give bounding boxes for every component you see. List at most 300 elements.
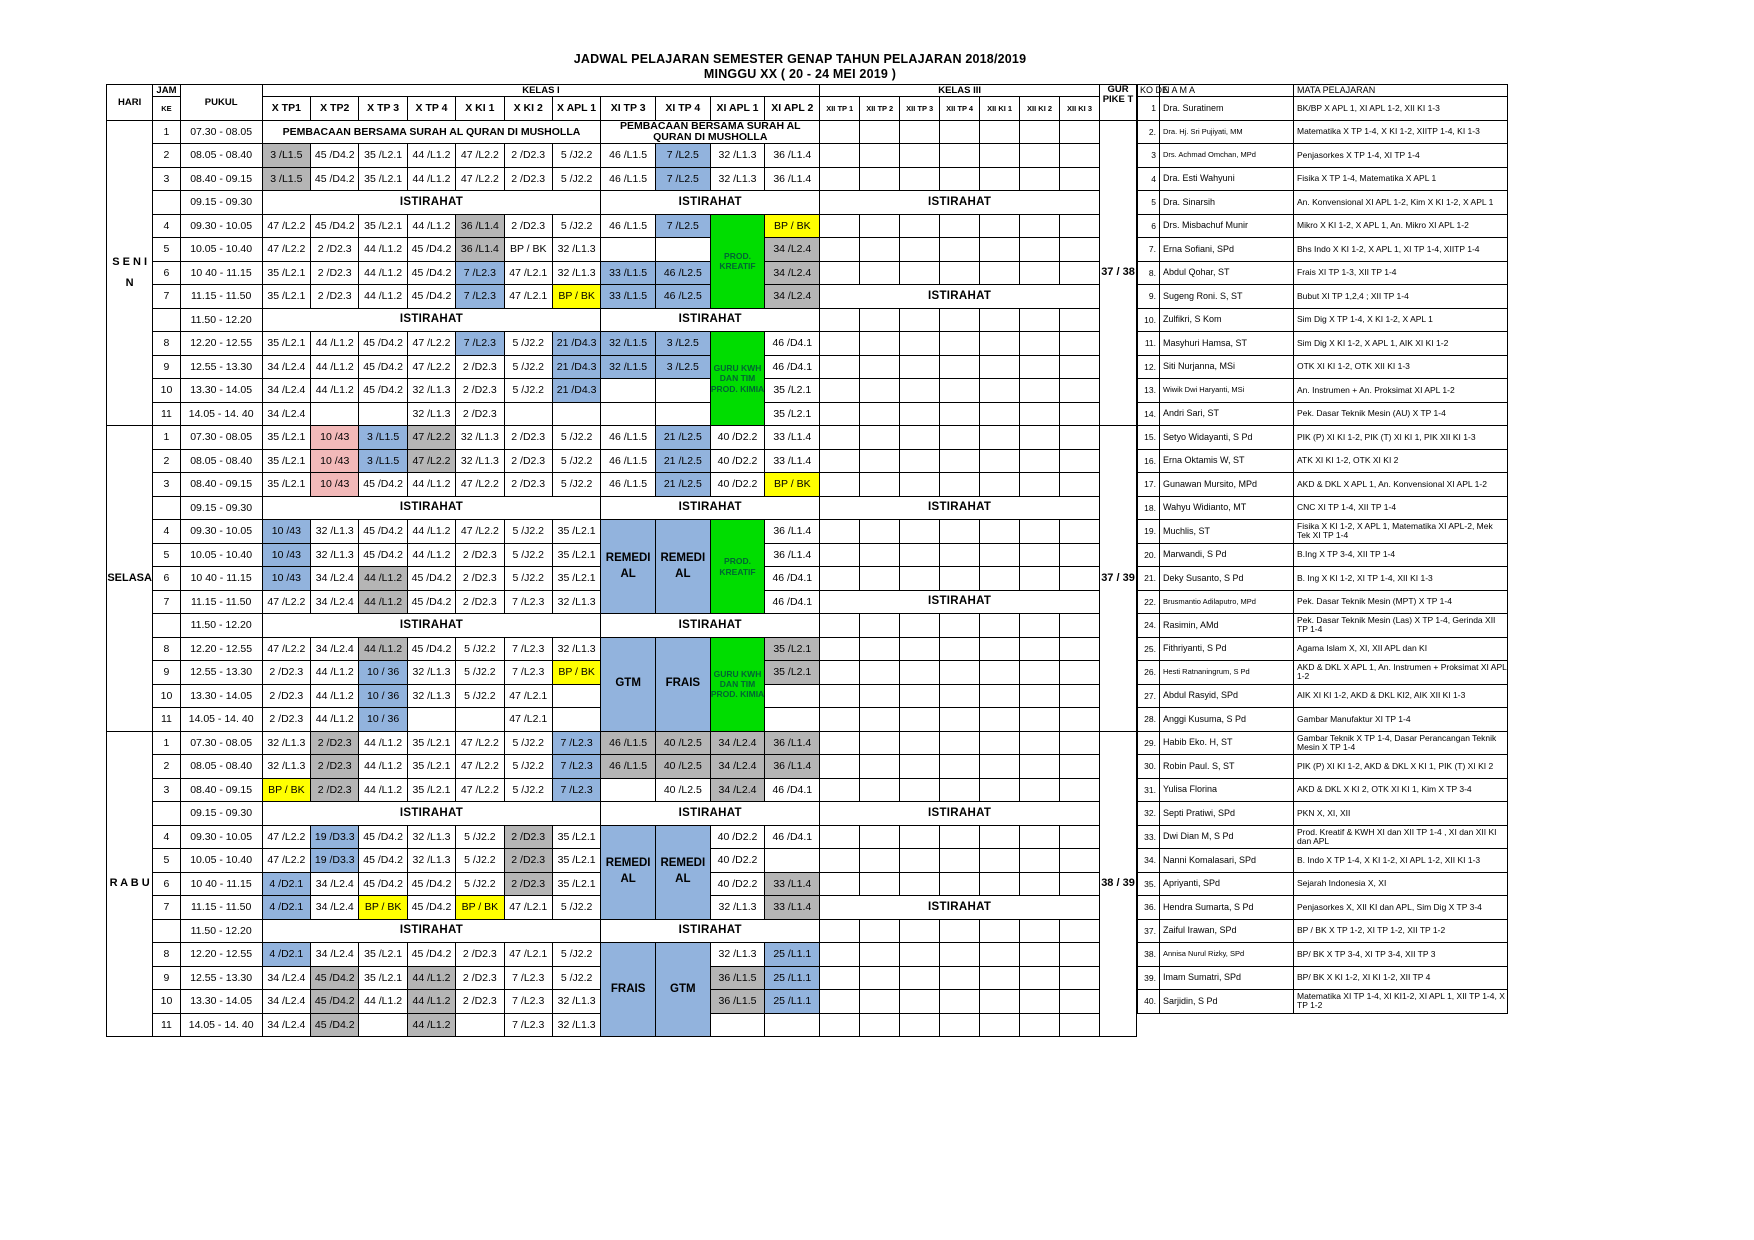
teacher-name: Abdul Qohar, ST	[1160, 261, 1294, 285]
slot: 2 /D2.3	[311, 238, 359, 262]
slot: 46 /L1.5	[601, 167, 656, 191]
slot: 46 /D4.1	[765, 778, 820, 802]
slot: 5 /J2.2	[456, 849, 504, 873]
slot: 45 /D4.2	[311, 144, 359, 168]
teacher-name: Wiwik Dwi Haryanti, MSi	[1160, 379, 1294, 403]
slot: 45 /D4.2	[311, 167, 359, 191]
slot: 46 /L1.5	[601, 426, 656, 450]
slot: 21 /D4.3	[552, 379, 600, 403]
slot: 47 /L2.2	[407, 332, 455, 356]
slot: 44 /L1.2	[359, 990, 407, 1014]
istirahat-cell: ISTIRAHAT	[601, 919, 820, 943]
col-class: XI TP 3	[601, 97, 656, 121]
slot: 36 /L1.4	[765, 731, 820, 755]
teacher-row	[1138, 684, 1508, 708]
istirahat-cell: ISTIRAHAT	[820, 802, 1100, 826]
slot: 3 /L2.5	[655, 355, 710, 379]
col-guru-piket: GUR PIKE T	[1100, 85, 1137, 121]
time-cell: 11.15 - 11.50	[180, 285, 262, 309]
teacher-subject: Fisika X KI 1-2, X APL 1, Matematika XI APL-2, Mek Tek XI TP 1-4	[1294, 520, 1508, 544]
slot: 2 /D2.3	[311, 731, 359, 755]
slot: 47 /L2.2	[262, 825, 310, 849]
slot: 32 /L1.3	[552, 637, 600, 661]
slot: 36 /L1.4	[765, 144, 820, 168]
slot: 5 /J2.2	[552, 473, 600, 497]
slot: 5 /J2.2	[456, 661, 504, 685]
slot: 2 /D2.3	[504, 167, 552, 191]
slot: 32 /L1.3	[262, 731, 310, 755]
slot: 4 /D2.1	[262, 872, 310, 896]
col-class: XII KI 2	[1020, 97, 1060, 121]
time-cell: 14.05 - 14. 40	[180, 1013, 262, 1037]
slot: 2 /D2.3	[456, 966, 504, 990]
teacher-subject: Mikro X KI 1-2, X APL 1, An. Mikro XI APL 1-2	[1294, 214, 1508, 238]
teacher-code: 31.	[1138, 778, 1160, 802]
slot: 45 /D4.2	[359, 543, 407, 567]
teacher-code: 17.	[1138, 473, 1160, 497]
col-pukul: PUKUL	[180, 85, 262, 121]
slot: 33 /L1.5	[601, 285, 656, 309]
slot: 2 /D2.3	[262, 708, 310, 732]
teacher-subject: Pek. Dasar Teknik Mesin (MPT) X TP 1-4	[1294, 590, 1508, 614]
slot: BP / BK	[765, 473, 820, 497]
slot: 5 /J2.2	[504, 731, 552, 755]
teacher-name: Hesti Ratnaningrum, S Pd	[1160, 661, 1294, 685]
teacher-subject: Sejarah Indonesia X, XI	[1294, 872, 1508, 896]
slot: 47 /L2.1	[504, 943, 552, 967]
teacher-name: Muchlis, ST	[1160, 520, 1294, 544]
slot: 34 /L2.4	[311, 896, 359, 920]
teacher-name: Nanni Komalasari, SPd	[1160, 849, 1294, 873]
slot: 47 /L2.1	[504, 896, 552, 920]
slot: 7 /L2.3	[504, 637, 552, 661]
time-cell: 12.55 - 13.30	[180, 355, 262, 379]
slot: 47 /L2.2	[407, 449, 455, 473]
slot: 45 /D4.2	[407, 872, 455, 896]
teacher-row	[1138, 191, 1508, 215]
slot: 36 /L1.4	[456, 214, 504, 238]
slot: 4 /D2.1	[262, 943, 310, 967]
teacher-row	[1138, 731, 1508, 755]
slot: 2 /D2.3	[504, 214, 552, 238]
slot: 35 /L2.1	[765, 661, 820, 685]
slot: 7 /L2.3	[552, 731, 600, 755]
slot: 5 /J2.2	[552, 426, 600, 450]
teacher-name: Deky Susanto, S Pd	[1160, 567, 1294, 591]
teacher-code: 19.	[1138, 520, 1160, 544]
slot: 21 /L2.5	[655, 426, 710, 450]
time-cell: 09.30 - 10.05	[180, 214, 262, 238]
teacher-code: 1	[1138, 97, 1160, 121]
slot: 44 /L1.2	[359, 285, 407, 309]
teacher-code: 20.	[1138, 543, 1160, 567]
teacher-name: Yulisa Florina	[1160, 778, 1294, 802]
slot: 2 /D2.3	[262, 684, 310, 708]
slot: 36 /L1.4	[765, 543, 820, 567]
slot: 32 /L1.3	[407, 849, 455, 873]
teacher-row	[1138, 214, 1508, 238]
slot: 34 /L2.4	[311, 637, 359, 661]
slot: 10 / 36	[359, 708, 407, 732]
slot: 34 /L2.4	[262, 966, 310, 990]
slot: 32 /L1.3	[552, 990, 600, 1014]
time-cell: 09.15 - 09.30	[180, 191, 262, 215]
slot: BP / BK	[359, 896, 407, 920]
slot: 46 /D4.1	[765, 355, 820, 379]
teacher-code: 12.	[1138, 355, 1160, 379]
slot: 7 /L2.3	[504, 966, 552, 990]
slot: 32 /L1.3	[262, 755, 310, 779]
teacher-subject: AKD & DKL X APL 1, An. Instrumen + Proksimat XI APL 1-2	[1294, 661, 1508, 685]
slot: 44 /L1.2	[359, 567, 407, 591]
istirahat-cell: ISTIRAHAT	[601, 802, 820, 826]
slot: 2 /D2.3	[311, 778, 359, 802]
teacher-code: 22.	[1138, 590, 1160, 614]
time-cell: 09.15 - 09.30	[180, 496, 262, 520]
slot: 45 /D4.2	[359, 872, 407, 896]
istirahat-cell: ISTIRAHAT	[820, 285, 1100, 309]
slot: 45 /D4.2	[359, 825, 407, 849]
slot: 2 /D2.3	[456, 567, 504, 591]
slot: BP / BK	[262, 778, 310, 802]
teacher-row	[1138, 520, 1508, 544]
remedial-block: REMEDI AL	[655, 825, 710, 919]
teacher-row	[1138, 97, 1508, 121]
slot: 34 /L2.4	[311, 567, 359, 591]
teacher-row	[1138, 402, 1508, 426]
teacher-row	[1138, 120, 1508, 144]
slot: 10 / 36	[359, 661, 407, 685]
slot: 44 /L1.2	[359, 261, 407, 285]
slot: 2 /D2.3	[504, 473, 552, 497]
teacher-code: 14.	[1138, 402, 1160, 426]
slot: 32 /L1.3	[552, 238, 600, 262]
slot: 35 /L2.1	[552, 543, 600, 567]
teacher-subject: OTK XI KI 1-2, OTK XII KI 1-3	[1294, 355, 1508, 379]
teacher-name: Sarjidin, S Pd	[1160, 990, 1294, 1014]
slot: 45 /D4.2	[359, 849, 407, 873]
teacher-name: Marwandi, S Pd	[1160, 543, 1294, 567]
teacher-subject: Penjasorkes X TP 1-4, XI TP 1-4	[1294, 144, 1508, 168]
slot: 32 /L1.3	[710, 144, 765, 168]
teacher-subject: Sim Dig X KI 1-2, X APL 1, AIK XI KI 1-2	[1294, 332, 1508, 356]
teacher-subject: Bhs Indo X KI 1-2, X APL 1, XI TP 1-4, XIITP 1-4	[1294, 238, 1508, 262]
teacher-name: Brusmantio Adilaputro, MPd	[1160, 590, 1294, 614]
col-class: XI APL 1	[710, 97, 765, 121]
slot: 32 /L1.3	[710, 167, 765, 191]
slot: 35 /L2.1	[359, 943, 407, 967]
slot: 2 /D2.3	[504, 849, 552, 873]
slot: 47 /L2.2	[456, 167, 504, 191]
slot: 21 /L2.5	[655, 473, 710, 497]
slot: 47 /L2.2	[262, 590, 310, 614]
teacher-subject: Agama Islam X, XI, XII APL dan KI	[1294, 637, 1508, 661]
teacher-subject: Prod. Kreatif & KWH XI dan XII TP 1-4 , XI dan XII KI dan APL	[1294, 825, 1508, 849]
teacher-name: Drs. Misbachuf Munir	[1160, 214, 1294, 238]
istirahat-cell: ISTIRAHAT	[262, 496, 601, 520]
slot: 34 /L2.4	[710, 731, 765, 755]
teacher-code: 11.	[1138, 332, 1160, 356]
slot: 45 /D4.2	[407, 261, 455, 285]
slot: 45 /D4.2	[359, 473, 407, 497]
slot: 5 /J2.2	[552, 943, 600, 967]
col-class: X APL 1	[552, 97, 600, 121]
slot: 46 /L2.5	[655, 261, 710, 285]
slot: 5 /J2.2	[504, 778, 552, 802]
slot: 32 /L1.3	[407, 684, 455, 708]
teacher-name: Dra. Suratinem	[1160, 97, 1294, 121]
guru-piket: 37 / 39	[1100, 426, 1137, 732]
col-class: X TP1	[262, 97, 310, 121]
slot: 5 /J2.2	[504, 520, 552, 544]
teacher-code: 29.	[1138, 731, 1160, 755]
slot: 45 /D4.2	[311, 990, 359, 1014]
teacher-name: Hendra Sumarta, S Pd	[1160, 896, 1294, 920]
col-class: X KI 2	[504, 97, 552, 121]
slot: 34 /L2.4	[765, 238, 820, 262]
slot: 5 /J2.2	[456, 637, 504, 661]
teacher-subject: Pek. Dasar Teknik Mesin (Las) X TP 1-4, Gerinda XII TP 1-4	[1294, 614, 1508, 638]
teacher-code: 15.	[1138, 426, 1160, 450]
slot: 47 /L2.2	[407, 426, 455, 450]
time-cell: 12.55 - 13.30	[180, 966, 262, 990]
slot: 46 /L1.5	[601, 731, 656, 755]
slot: 35 /L2.1	[359, 144, 407, 168]
slot: 45 /D4.2	[311, 966, 359, 990]
time-cell: 10 40 - 11.15	[180, 261, 262, 285]
teacher-name: Annisa Nurul Rizky, SPd	[1160, 943, 1294, 967]
teacher-row	[1138, 590, 1508, 614]
slot: 47 /L2.2	[456, 731, 504, 755]
slot: 40 /D2.2	[710, 449, 765, 473]
frais-block: FRAIS	[655, 637, 710, 731]
slot: BP / BK	[765, 214, 820, 238]
slot: 46 /L1.5	[601, 214, 656, 238]
slot: 44 /L1.2	[311, 355, 359, 379]
slot: 40 /L2.5	[655, 731, 710, 755]
slot: 35 /L2.1	[262, 449, 310, 473]
slot: 25 /L1.1	[765, 990, 820, 1014]
slot: 7 /L2.5	[655, 214, 710, 238]
slot: 35 /L2.1	[552, 849, 600, 873]
col-class: XII TP 3	[900, 97, 940, 121]
teacher-code: 18.	[1138, 496, 1160, 520]
teacher-code: 26.	[1138, 661, 1160, 685]
teacher-code: 34.	[1138, 849, 1160, 873]
teacher-name: Abdul Rasyid, SPd	[1160, 684, 1294, 708]
slot: 46 /L2.5	[655, 285, 710, 309]
slot: 5 /J2.2	[504, 543, 552, 567]
slot: 47 /L2.1	[504, 684, 552, 708]
teacher-subject: Pek. Dasar Teknik Mesin (AU) X TP 1-4	[1294, 402, 1508, 426]
teacher-name: Septi Pratiwi, SPd	[1160, 802, 1294, 826]
teacher-code: 32.	[1138, 802, 1160, 826]
time-cell: 08.05 - 08.40	[180, 144, 262, 168]
teacher-row	[1138, 426, 1508, 450]
slot: 5 /J2.2	[504, 355, 552, 379]
slot: 2 /D2.3	[504, 449, 552, 473]
time-cell: 10 40 - 11.15	[180, 567, 262, 591]
teacher-subject: BP / BK X TP 1-2, XI TP 1-2, XII TP 1-2	[1294, 919, 1508, 943]
day-label: S E N I N	[107, 120, 153, 426]
slot: 44 /L1.2	[311, 684, 359, 708]
col-class: X TP 4	[407, 97, 455, 121]
slot: 36 /L1.5	[710, 966, 765, 990]
slot: 35 /L2.1	[262, 261, 310, 285]
slot: 34 /L2.4	[262, 1013, 310, 1037]
slot: 33 /L1.4	[765, 449, 820, 473]
slot: 45 /D4.2	[407, 285, 455, 309]
istirahat-cell: ISTIRAHAT	[601, 614, 820, 638]
slot: BP / BK	[504, 238, 552, 262]
istirahat-cell: ISTIRAHAT	[262, 802, 601, 826]
teacher-row	[1138, 825, 1508, 849]
pembacaan-cell: PEMBACAAN BERSAMA SURAH AL QURAN DI MUSHOLLA	[601, 120, 820, 144]
remedial-block: REMEDI AL	[601, 520, 656, 614]
col-class: XI APL 2	[765, 97, 820, 121]
time-cell: 08.05 - 08.40	[180, 449, 262, 473]
slot: 35 /L2.1	[552, 520, 600, 544]
slot: 19 /D3.3	[311, 849, 359, 873]
col-kode: KO DE	[1138, 85, 1160, 97]
teacher-row	[1138, 473, 1508, 497]
teacher-name: Dwi Dian M, S Pd	[1160, 825, 1294, 849]
slot: 2 /D2.3	[456, 402, 504, 426]
time-cell: 08.40 - 09.15	[180, 167, 262, 191]
frais-block: FRAIS	[601, 943, 656, 1037]
teacher-name: Anggi Kusuma, S Pd	[1160, 708, 1294, 732]
time-cell: 08.40 - 09.15	[180, 473, 262, 497]
slot: 44 /L1.2	[407, 214, 455, 238]
istirahat-cell: ISTIRAHAT	[820, 590, 1100, 614]
slot: 2 /D2.3	[456, 943, 504, 967]
remedial-block: REMEDI AL	[655, 520, 710, 614]
time-cell: 08.05 - 08.40	[180, 755, 262, 779]
slot: 45 /D4.2	[311, 1013, 359, 1037]
time-cell: 09.15 - 09.30	[180, 802, 262, 826]
schedule-table: HARI JAM PUKUL KELAS I KELAS III GUR PIKE T KE X TP1 X TP2 X TP 3 X TP 4 X KI 1 X KI 2 X APL 1 XI TP 3 XI TP 4 XI APL 1 XI APL 2 XII TP 1 XII TP 2 XII TP 3 XII TP 4 XII KI 1 XII KI 2 XII KI 3 S E N I N 1 07.30 - 08.05 PEMBACAAN BERSAMA SURAH AL QURAN DI MUSHOLLA PEMBACAAN BERSAMA SURAH AL QURAN DI MUSHOLLA 37 / 38 2 08.05 - 08.40 3 /L1.5 45 /D4.2 35 /L2.1 44 /L1.2 47 /L2.2 2 /D2.3 5 /J2.2 46 /L1.5 7 /L2.5 32 /L1.3 36 /L1.4 3 08.40 - 09.15 3 /L1.5 45 /D4.2 35 /L2.1 44 /L1.2 47 /L2.2 2 /D2.3 5 /J2.2 46 /L1.5 7 /L2.5 32 /L1.3 36 /L1.4 09.15 - 09.30 ISTIRAHAT ISTIRAHAT ISTIRAHAT 4 09.30 - 10.05 47 /L2.2 45 /D4.2 35 /L2.1 44 /L1.2 36 /L1.4 2 /D2.3 5 /J2.2 46 /L1.5 7 /L2.5 PROD. KREATIF BP / BK 5 10.05 - 10.40 47 /L2.2 2 /D2.3 44 /L1.2 45 /D4.2 36 /L1.4 BP / BK 32 /L1.3 34 /L2.4 6 10 40 - 11.15 35 /L2.1 2 /D2.3 44 /L1.2 45 /D4.2 7 /L2.3 47 /L2.1 32 /L1.3 33 /L1.5 46 /L2.5 34 /L2.4 7 11.15 - 11.50 35 /L2.1 2 /D2.3 44 /L1.2 45 /D4.2 7 /L2.3 47 /L2.1 BP / BK 33 /L1.5 46 /L2.5 34 /L2.4 ISTIRAHAT 11.50 - 12.20 ISTIRAHAT ISTIRAHAT 8 12.20 - 12.55 35 /L2.1 44 /L1.2 45 /D4.2 47 /L2.2 7 /L2.3 5 /J2.2 21 /D4.3 32 /L1.5 3 /L2.5 GURU KWH DAN TIM PROD. KIMIA 46 /D4.1 9 12.55 - 13.30 34 /L2.4 44 /L1.2 45 /D4.2 47 /L2.2 2 /D2.3 5 /J2.2 21 /D4.3 32 /L1.5 3 /L2.5 46 /D4.1 10 13.30 - 14.05 34 /L2.4 44 /L1.2 45 /D4.2 32 /L1.3 2 /D2.3 5 /J2.2 21 /D4.3 35 /L2.1 11 14.05 - 14. 40 34 /L2.4 32 /L1.3 2 /D2.3 35 /L2.1 SELASA 1 07.30 - 08.05 35 /L2.1 10 /43 3 /L1.5 47 /L2.2 32 /L1.3 2 /D2.3 5 /J2.2 46 /L1.5 21 /L2.5 40 /D2.2 33 /L1.4 37 / 39 2 08.05 - 08.40 35 /L2.1 10 /43 3 /L1.5 47 /L2.2 32 /L1.3 2 /D2.3 5 /J2.2 46 /L1.5 21 /L2.5 40 /D2.2 33 /L1.4 3 08.40 - 09.15 35 /L2.1 10 /43 45 /D4.2 44 /L1.2 47 /L2.2 2 /D2.3 5 /J2.2 46 /L1.5 21 /L2.5 40 /D2.2 BP / BK 09.15 - 09.30 ISTIRAHAT ISTIRAHAT ISTIRAHAT 4 09.30 - 10.05 10 /43 32 /L1.3 45 /D4.2 44 /L1.2 47 /L2.2 5 /J2.2 35 /L2.1 REMEDI AL REMEDI AL PROD. KREATIF 36 /L1.4 5 10.05 - 10.40 10 /43 32 /L1.3 45 /D4.2 44 /L1.2 2 /D2.3 5 /J2.2 35 /L2.1 36 /L1.4 6 10 40 - 11.15 10 /43 34 /L2.4 44 /L1.2 45 /D4.2 2 /D2.3 5 /J2.2 35 /L2.1 46 /D4.1 7 11.15 - 11.50 47 /L2.2 34 /L2.4 44 /L1.2 45 /D4.2 2 /D2.3 7 /L2.3 32 /L1.3 46 /D4.1 ISTIRAHAT 11.50 - 12.20 ISTIRAHAT ISTIRAHAT 8 12.20 - 12.55 47 /L2.2 34 /L2.4 44 /L1.2 45 /D4.2 5 /J2.2 7 /L2.3 32 /L1.3 GTM FRAIS GURU KWH DAN TIM PROD. KIMIA 35 /L2.1 9 12.55 - 13.30 2 /D2.3 44 /L1.2 10 / 36 32 /L1.3 5 /J2.2 7 /L2.3 BP / BK 35 /L2.1 10 13.30 - 14.05 2 /D2.3 44 /L1.2 10 / 36 32 /L1.3 5 /J2.2 47 /L2.1 11 14.05 - 14. 40 2 /D2.3 44 /L1.2 10 / 36 47 /L2.1 R A B U 1 07.30 - 08.05 32 /L1.3 2 /D2.3 44 /L1.2 35 /L2.1 47 /L2.2 5 /J2.2 7 /L2.3 46 /L1.5 40 /L2.5 34 /L2.4 36 /L1.4 38 / 39 2 08.05 - 08.40 32 /L1.3 2 /D2.3 44 /L1.2 35 /L2.1 47 /L2.2 5 /J2.2 7 /L2.3 46 /L1.5 40 /L2.5 34 /L2.4 36 /L1.4 3 08.40 - 09.15 BP / BK 2 /D2.3 44 /L1.2 35 /L2.1 47 /L2.2 5 /J2.2 7 /L2.3 40 /L2.5 34 /L2.4 46 /D4.1 09.15 - 09.30 ISTIRAHAT ISTIRAHAT ISTIRAHAT 4 09.30 - 10.05 47 /L2.2 19 /D3.3 45 /D4.2 32 /L1.3 5 /J2.2 2 /D2.3 35 /L2.1 REMEDI AL REMEDI AL 40 /D2.2 46 /D4.1 5 10.05 - 10.40 47 /L2.2 19 /D3.3 45 /D4.2 32 /L1.3 5 /J2.2 2 /D2.3 35 /L2.1 40 /D2.2 6 10 40 - 11.15 4 /D2.1 34 /L2.4 45 /D4.2 45 /D4.2 5 /J2.2 2 /D2.3 35 /L2.1 40 /D2.2 33 /L1.4 7 11.15 - 11.50 4 /D2.1 34 /L2.4 BP / BK 45 /D4.2 BP / BK 47 /L2.1 5 /J2.2 32 /L1.3 33 /L1.4 ISTIRAHAT 11.50 - 12.20 ISTIRAHAT ISTIRAHAT 8 12.20 - 12.55 4 /D2.1 34 /L2.4 35 /L2.1 45 /D4.2 2 /D2.3 47 /L2.1 5 /J2.2 FRAIS GTM 32 /L1.3 25 /L1.1 9 12.55 - 13.30 34 /L2.4 45 /D4.2 35 /L2.1 44 /L1.2 2 /D2.3 7 /L2.3 5 /J2.2 36 /L1.5 25 /L1.1 10 13.30 - 14.05 34 /L2.4 45 /D4.2 44 /L1.2 44 /L1.2 2 /D2.3 7 /L2.3 32 /L1.3 36 /L1.5 25 /L1.1 11 14.05 - 14. 40 34 /L2.4 45 /D4.2 44 /L1.2 7 /L2.3 32 /L1.3	[106, 84, 1137, 1037]
slot: 2 /D2.3	[456, 990, 504, 1014]
slot: 10 /43	[262, 520, 310, 544]
teacher-row	[1138, 896, 1508, 920]
slot: 36 /L1.4	[765, 755, 820, 779]
col-class: XII KI 3	[1060, 97, 1100, 121]
slot: 10 / 36	[359, 684, 407, 708]
slot: 32 /L1.3	[407, 379, 455, 403]
slot: 7 /L2.3	[456, 261, 504, 285]
col-jam: JAM	[153, 85, 180, 97]
slot: 32 /L1.3	[456, 449, 504, 473]
slot: 32 /L1.5	[601, 332, 656, 356]
slot: 47 /L2.2	[262, 214, 310, 238]
teacher-row	[1138, 990, 1508, 1014]
teacher-row	[1138, 449, 1508, 473]
teacher-name: Dra. Esti Wahyuni	[1160, 167, 1294, 191]
istirahat-cell: ISTIRAHAT	[820, 896, 1100, 920]
col-class: XII KI 1	[980, 97, 1020, 121]
slot: 34 /L2.4	[765, 285, 820, 309]
slot: 35 /L2.1	[262, 332, 310, 356]
teacher-row	[1138, 919, 1508, 943]
slot: 47 /L2.2	[262, 849, 310, 873]
slot: 46 /D4.1	[765, 332, 820, 356]
time-cell: 09.30 - 10.05	[180, 825, 262, 849]
teacher-subject: Fisika X TP 1-4, Matematika X APL 1	[1294, 167, 1508, 191]
slot: 25 /L1.1	[765, 966, 820, 990]
slot: 2 /D2.3	[456, 355, 504, 379]
slot: 7 /L2.3	[552, 778, 600, 802]
col-mapel: MATA PELAJARAN	[1294, 85, 1508, 97]
istirahat-cell: ISTIRAHAT	[262, 308, 601, 332]
col-kelas1: KELAS I	[262, 85, 820, 97]
slot: 5 /J2.2	[552, 144, 600, 168]
slot: 46 /D4.1	[765, 590, 820, 614]
teacher-name: Apriyanti, SPd	[1160, 872, 1294, 896]
col-class: X TP 3	[359, 97, 407, 121]
slot: 47 /L2.2	[407, 355, 455, 379]
slot: 32 /L1.3	[710, 896, 765, 920]
slot: 40 /D2.2	[710, 426, 765, 450]
col-ke: KE	[153, 97, 180, 121]
slot: 46 /L1.5	[601, 473, 656, 497]
slot: 44 /L1.2	[407, 990, 455, 1014]
slot: 25 /L1.1	[765, 943, 820, 967]
teacher-name: Zaiful Irawan, SPd	[1160, 919, 1294, 943]
slot: 5 /J2.2	[552, 214, 600, 238]
teacher-subject: Penjasorkes X, XII KI dan APL, Sim Dig X TP 3-4	[1294, 896, 1508, 920]
slot: 35 /L2.1	[407, 731, 455, 755]
slot: 35 /L2.1	[765, 402, 820, 426]
gtm-block: GTM	[601, 637, 656, 731]
slot: 34 /L2.4	[262, 355, 310, 379]
slot: 33 /L1.4	[765, 426, 820, 450]
slot: 7 /L2.3	[456, 332, 504, 356]
istirahat-cell: ISTIRAHAT	[262, 919, 601, 943]
slot: 32 /L1.3	[456, 426, 504, 450]
teacher-row	[1138, 285, 1508, 309]
teacher-name: Robin Paul. S, ST	[1160, 755, 1294, 779]
slot: 34 /L2.4	[262, 990, 310, 1014]
teacher-code: 21.	[1138, 567, 1160, 591]
col-class: XII TP 4	[940, 97, 980, 121]
teacher-subject: B. Ing X KI 1-2, XI TP 1-4, XII KI 1-3	[1294, 567, 1508, 591]
slot: 47 /L2.2	[262, 637, 310, 661]
teacher-subject: Gambar Teknik X TP 1-4, Dasar Perancangan Teknik Mesin X TP 1-4	[1294, 731, 1508, 755]
slot: 36 /L1.4	[456, 238, 504, 262]
teacher-name: Rasimin, AMd	[1160, 614, 1294, 638]
slot: 44 /L1.2	[407, 520, 455, 544]
time-cell: 12.20 - 12.55	[180, 637, 262, 661]
istirahat-cell: ISTIRAHAT	[601, 308, 820, 332]
slot: 47 /L2.2	[262, 238, 310, 262]
teacher-subject: AKD & DKL X KI 2, OTK XI KI 1, Kim X TP 3-4	[1294, 778, 1508, 802]
guru-kwh-block: GURU KWH DAN TIM PROD. KIMIA	[710, 637, 765, 731]
teacher-name: Erna Oktamis W, ST	[1160, 449, 1294, 473]
guru-piket: 38 / 39	[1100, 731, 1137, 1037]
time-cell: 12.55 - 13.30	[180, 661, 262, 685]
slot: 34 /L2.4	[262, 379, 310, 403]
slot: 45 /D4.2	[407, 943, 455, 967]
slot: 5 /J2.2	[552, 167, 600, 191]
teacher-subject: BP/ BK X KI 1-2, XI KI 1-2, XII TP 4	[1294, 966, 1508, 990]
slot: 44 /L1.2	[311, 661, 359, 685]
slot: 5 /J2.2	[504, 567, 552, 591]
teacher-row	[1138, 167, 1508, 191]
teacher-row	[1138, 708, 1508, 732]
slot: 32 /L1.3	[407, 661, 455, 685]
slot: 2 /D2.3	[456, 590, 504, 614]
day-label: R A B U	[107, 731, 153, 1037]
